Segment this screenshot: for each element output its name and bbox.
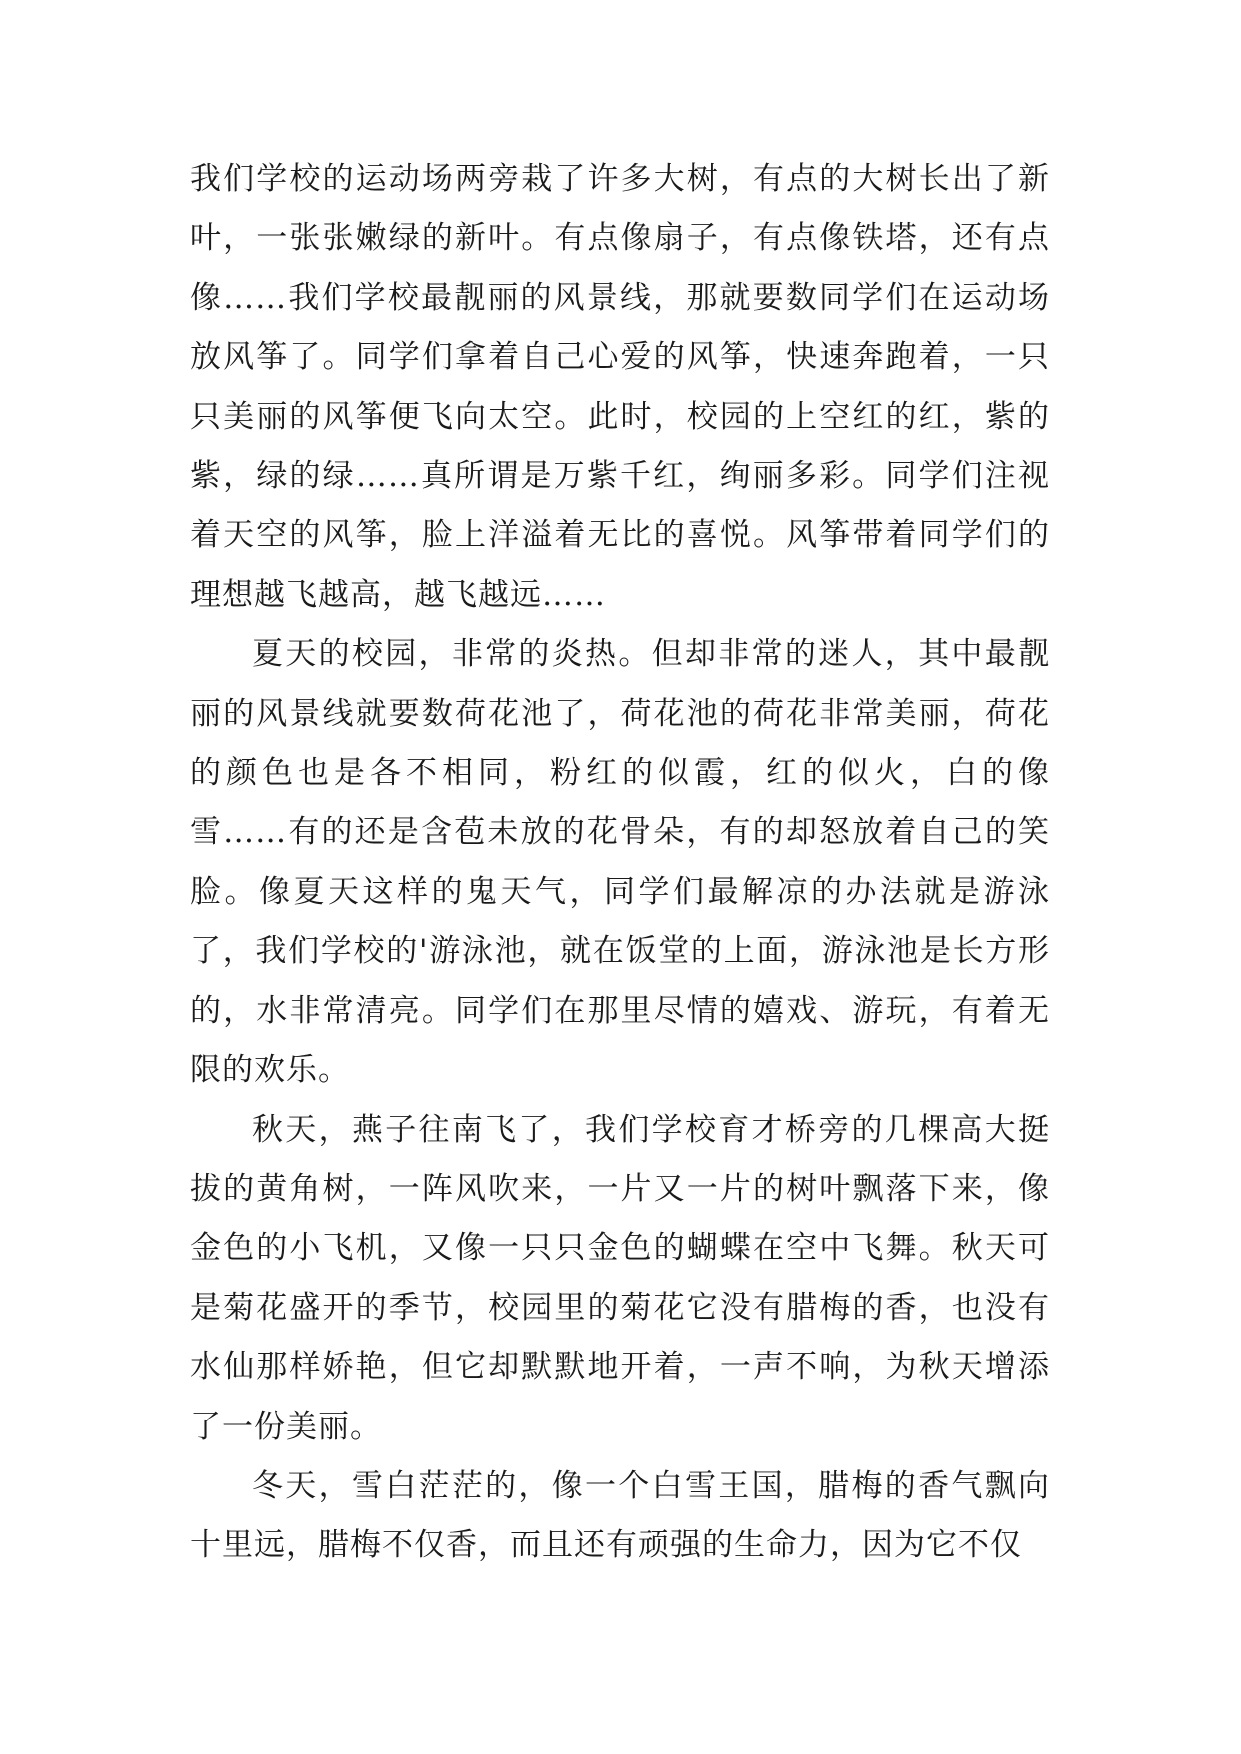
paragraph-summer: 夏天的校园，非常的炎热。但却非常的迷人，其中最靓丽的风景线就要数荷花池了，荷花池的荷花非常美丽，荷花的颜色也是各不相同，粉红的似霞，红的似火，白的像雪……有的还是含苞未放的花骨朵，有的却怒放着自己的笑脸。像夏天这样的鬼天气，同学们最解凉的办法就是游泳了，我们学校的'游泳池，就在饭堂的上面，游泳池是长方形的，水非常清亮。同学们在那里尽情的嬉戏、游玩，有着无限的欢乐。 (190, 636, 1050, 1089)
paragraph-winter: 冬天，雪白茫茫的，像一个白雪王国，腊梅的香气飘向十里远，腊梅不仅香，而且还有顽强的生命力，因为它不仅 (190, 1467, 1050, 1564)
document-body (190, 150, 1050, 1576)
paragraph-autumn: 秋天，燕子往南飞了，我们学校育才桥旁的几棵高大挺拔的黄角树，一阵风吹来，一片又一片的树叶飘落下来，像金色的小飞机，又像一只只金色的蝴蝶在空中飞舞。秋天可是菊花盛开的季节，校园里的菊花它没有腊梅的香，也没有水仙那样娇艳，但它却默默地开着，一声不响，为秋天增添了一份美丽。 (190, 1111, 1050, 1445)
paragraph-spring: 我们学校的运动场两旁栽了许多大树，有点的大树长出了新叶，一张张嫩绿的新叶。有点像扇子，有点像铁塔，还有点像……我们学校最靓丽的风景线，那就要数同学们在运动场放风筝了。同学们拿着自己心爱的风筝，快速奔跑着，一只只美丽的风筝便飞向太空。此时，校园的上空红的红，紫的紫，绿的绿……真所谓是万紫千红，绚丽多彩。同学们注视着天空的风筝，脸上洋溢着无比的喜悦。风筝带着同学们的理想越飞越高，越飞越远…… (190, 161, 1050, 613)
